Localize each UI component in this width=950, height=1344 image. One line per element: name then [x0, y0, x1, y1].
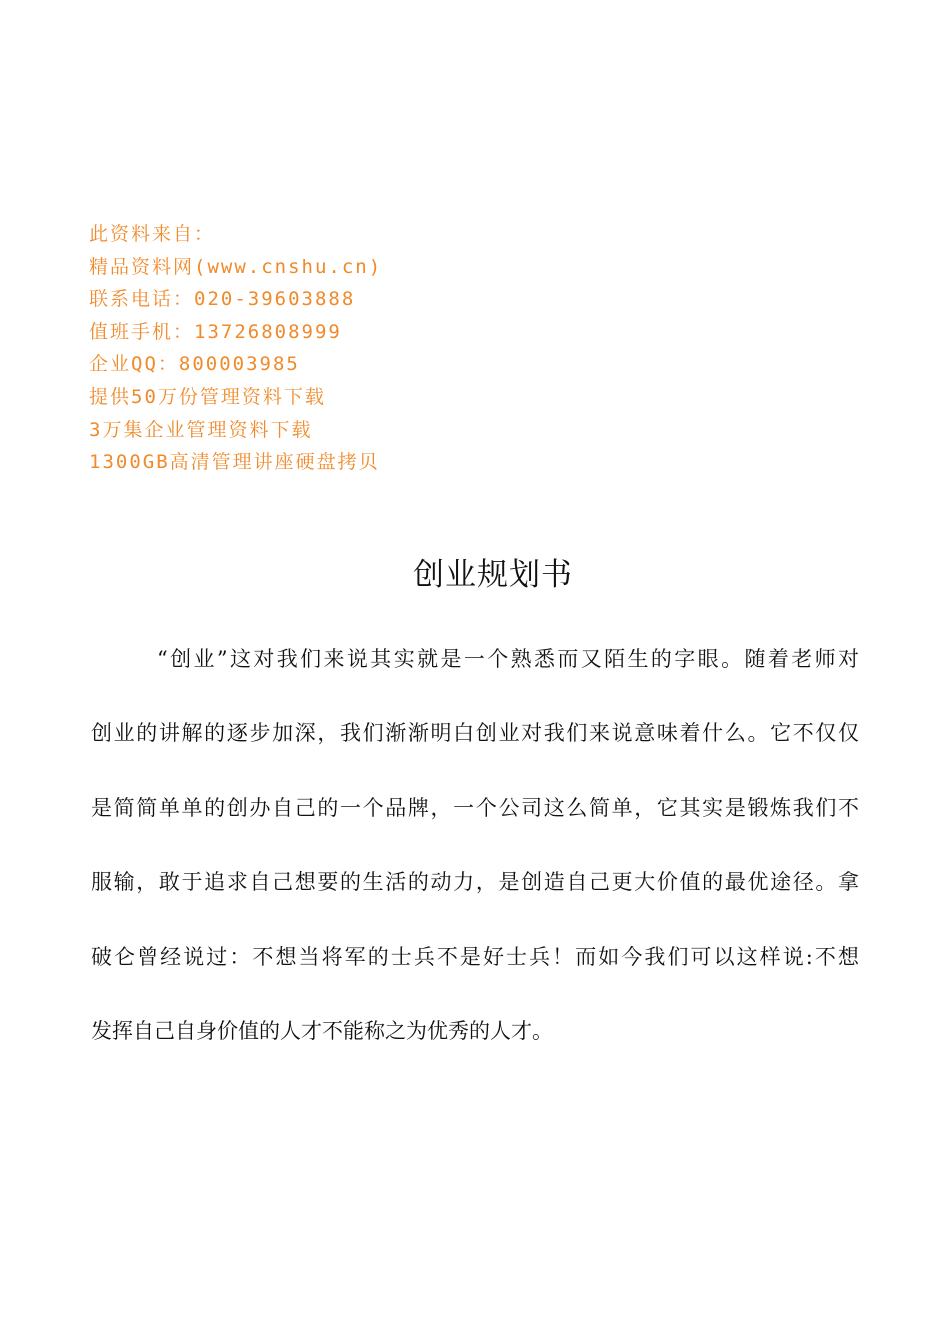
body-line: 服输，敢于追求自己想要的生活的动力，是创造自己更大价值的最优途径。拿 [91, 870, 859, 895]
body-line: 发挥自己自身价值的人才不能称之为优秀的人才。 [91, 1018, 553, 1043]
body-line: 创业的讲解的逐步加深，我们渐渐明白创业对我们来说意味着什么。它不仅仅 [91, 721, 859, 746]
source-line-from: 此资料来自： [89, 223, 216, 245]
body-line: “创业”这对我们来说其实就是一个熟悉而又陌生的字眼。随着老师对 [157, 647, 859, 671]
body-line: 是简简单单的创办自己的一个品牌，一个公司这么简单，它其实是锻炼我们不 [91, 795, 859, 820]
source-line-mobile: 值班手机：13726808999 [89, 320, 342, 343]
body-paragraph [91, 640, 859, 1086]
source-info-block [89, 218, 509, 479]
source-line-website: 精品资料网(www.cnshu.cn) [89, 255, 383, 278]
source-line-offer-videos: 3万集企业管理资料下载 [89, 418, 313, 441]
body-line: 破仑曾经说过：不想当将军的士兵不是好士兵！而如今我们可以这样说:不想 [91, 944, 859, 969]
source-line-offer-disk: 1300GB高清管理讲座硬盘拷贝 [89, 451, 380, 474]
source-line-offer-docs: 提供50万份管理资料下载 [89, 385, 326, 408]
document-title: 创业规划书 [413, 557, 573, 593]
source-line-phone: 联系电话：020-39603888 [89, 288, 356, 311]
source-line-qq: 企业QQ：800003985 [89, 353, 300, 376]
